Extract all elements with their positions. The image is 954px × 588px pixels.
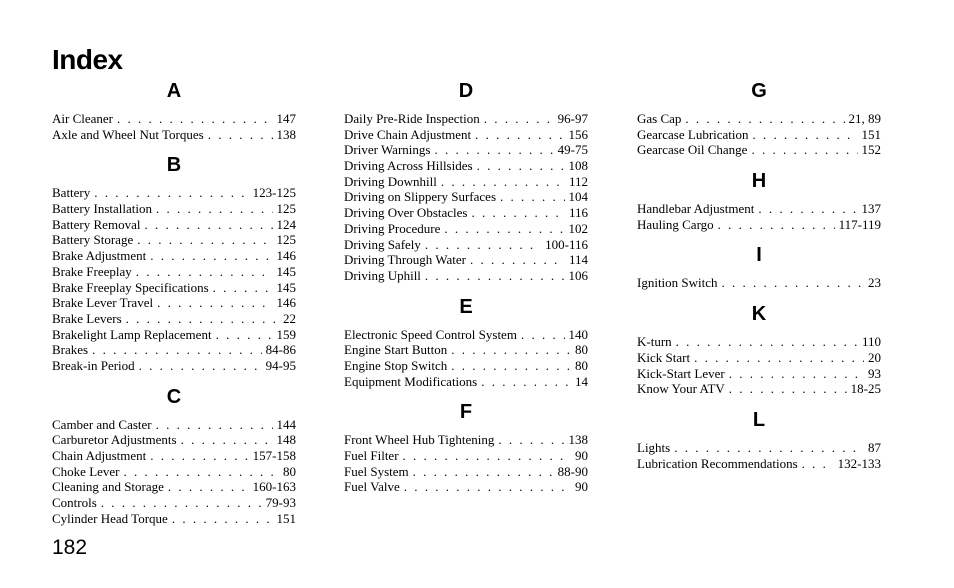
entry-name: Choke Lever: [52, 463, 120, 479]
entry-page: 80: [575, 357, 588, 373]
index-entry: [52, 511, 296, 527]
entry-page: 110: [861, 334, 881, 350]
index-entry: [52, 479, 296, 495]
entry-page: 93: [868, 365, 881, 381]
entry-page: 152: [861, 142, 881, 158]
index-section-c: [52, 384, 296, 527]
index-entry: [52, 448, 296, 464]
section-letter: F: [459, 401, 473, 424]
index-entry: [637, 275, 881, 291]
entry-name: Cleaning and Storage: [52, 479, 164, 495]
index-entry: [52, 217, 296, 233]
entry-page: 146: [276, 248, 296, 264]
dot-leader: [441, 174, 565, 190]
dot-leader: [117, 111, 272, 127]
entry-name: Hauling Cargo: [637, 216, 714, 232]
entry-page: 125: [276, 232, 296, 248]
entry-name: Driving Downhill: [344, 173, 437, 189]
index-section-a: [52, 78, 296, 142]
index-entry: [52, 232, 296, 248]
index-entry: [344, 479, 588, 495]
page-title: Index: [52, 44, 123, 75]
dot-leader: [481, 374, 571, 390]
entry-name: Daily Pre-Ride Inspection: [344, 111, 480, 126]
dot-leader: [144, 217, 272, 233]
entry-page: 94-95: [265, 357, 296, 373]
index-entry: [52, 111, 296, 127]
index-entry: [637, 456, 881, 472]
entry-list: [52, 417, 296, 527]
section-letter: L: [752, 408, 766, 431]
section-letter: G: [751, 80, 767, 102]
entry-page: 156: [568, 126, 588, 142]
dot-leader: [156, 201, 272, 217]
entry-name: Brake Levers: [52, 310, 122, 326]
dot-leader: [718, 217, 835, 233]
index-section-h: [637, 168, 881, 232]
index-entry: [637, 334, 881, 350]
entry-name: Driving Uphill: [344, 267, 421, 283]
entry-name: Handlebar Adjustment: [637, 201, 755, 217]
dot-leader: [126, 311, 279, 327]
entry-page: 151: [861, 126, 881, 142]
dot-leader: [470, 252, 565, 268]
index-entry: [344, 432, 588, 448]
index-entry: [344, 464, 588, 480]
dot-leader: [685, 111, 844, 127]
index-entry: [52, 201, 296, 217]
entry-page: 147: [276, 111, 296, 126]
index-entry: [344, 237, 588, 253]
index-entry: [637, 142, 881, 158]
section-letter: I: [756, 244, 762, 267]
entry-name: Break-in Period: [52, 357, 135, 373]
dot-leader: [172, 511, 273, 527]
dot-leader: [729, 381, 847, 397]
index-entry: [344, 158, 588, 174]
entry-page: 140: [568, 326, 588, 342]
entry-name: Brake Lever Travel: [52, 295, 154, 311]
entry-name: Driving on Slippery Surfaces: [344, 189, 497, 205]
dot-leader: [722, 275, 864, 291]
entry-list: [344, 111, 588, 284]
index-entry: [344, 358, 588, 374]
index-entry: [52, 248, 296, 264]
entry-list: [637, 334, 881, 397]
index-entry: [344, 327, 588, 343]
entry-page: 90: [575, 448, 588, 463]
entry-name: Drive Chain Adjustment: [344, 126, 472, 142]
dot-leader: [216, 327, 273, 343]
entry-page: 124: [276, 216, 296, 232]
index-section-e: [344, 294, 588, 390]
entry-name: Brakelight Lamp Replacement: [52, 326, 212, 342]
entry-page: 146: [276, 295, 296, 311]
entry-page: 79-93: [265, 495, 296, 511]
entry-page: 132-133: [837, 455, 881, 471]
entry-name: Driving Safely: [344, 236, 421, 252]
entry-page: 125: [276, 201, 296, 217]
entry-page: 104: [568, 189, 588, 205]
entry-name: Chain Adjustment: [52, 448, 147, 463]
entry-name: Engine Start Button: [344, 342, 448, 358]
entry-name: Driving Over Obstacles: [344, 205, 468, 221]
index-entry: [52, 295, 296, 311]
section-letter: A: [166, 80, 182, 102]
dot-leader: [498, 432, 564, 448]
entry-page: 80: [283, 463, 296, 479]
entry-name: Fuel System: [344, 463, 409, 479]
dot-leader: [413, 464, 554, 480]
dot-leader: [758, 201, 857, 217]
section-letter: H: [751, 170, 767, 193]
entry-page: 138: [568, 432, 588, 448]
entry-list: [637, 275, 881, 291]
entry-page: 102: [568, 220, 588, 236]
section-letter: E: [459, 295, 473, 318]
entry-page: 112: [568, 173, 588, 189]
entry-page: 23: [868, 275, 881, 291]
index-section-l: [637, 407, 881, 471]
entry-page: 108: [568, 158, 588, 174]
dot-leader: [729, 366, 864, 382]
entry-name: Fuel Valve: [344, 479, 400, 495]
entry-page: 157-158: [252, 448, 296, 463]
index-entry: [344, 268, 588, 284]
index-entry: [52, 185, 296, 201]
dot-leader: [208, 127, 273, 143]
entry-page: 117-119: [838, 216, 881, 232]
entry-page: 137: [861, 201, 881, 217]
index-column-2: [344, 78, 588, 495]
index-section-b: [52, 152, 296, 373]
entry-name: Equipment Modifications: [344, 373, 478, 389]
index-section-k: [637, 301, 881, 397]
index-entry: [52, 358, 296, 374]
entry-name: Brake Freeplay: [52, 263, 132, 279]
entry-name: Brake Adjustment: [52, 248, 147, 264]
index-entry: [52, 327, 296, 343]
entry-name: Engine Stop Switch: [344, 357, 448, 373]
entry-list: [344, 327, 588, 390]
entry-list: [637, 440, 881, 471]
dot-leader: [101, 495, 262, 511]
index-entry: [52, 280, 296, 296]
entry-page: 116: [568, 205, 588, 221]
entry-page: 160-163: [252, 479, 296, 495]
dot-leader: [181, 432, 273, 448]
dot-leader: [521, 327, 565, 343]
dot-leader: [150, 448, 248, 464]
entry-name: Axle and Wheel Nut Torques: [52, 126, 204, 142]
entry-page: 138: [276, 126, 296, 142]
dot-leader: [676, 334, 858, 350]
entry-name: Gearcase Lubrication: [637, 126, 749, 142]
entry-page: 22: [283, 310, 296, 326]
index-column-1: [52, 78, 296, 526]
index-entry: [637, 111, 881, 127]
entry-name: Battery Installation: [52, 201, 153, 217]
index-entry: [637, 127, 881, 143]
index-entry: [344, 142, 588, 158]
entry-name: Electronic Speed Control System: [344, 326, 517, 342]
entry-name: Front Wheel Hub Tightening: [344, 432, 495, 448]
index-entry: [344, 174, 588, 190]
entry-name: Know Your ATV: [637, 381, 725, 397]
dot-leader: [92, 342, 262, 358]
entry-page: 106: [568, 267, 588, 283]
index-section-i: [637, 242, 881, 291]
index-entry: [52, 311, 296, 327]
entry-page: 123-125: [252, 185, 296, 201]
entry-name: Fuel Filter: [344, 448, 399, 463]
dot-leader: [150, 248, 272, 264]
entry-name: Cylinder Head Torque: [52, 510, 168, 526]
entry-name: Battery Removal: [52, 216, 141, 232]
index-entry: [344, 342, 588, 358]
index-entry: [344, 252, 588, 268]
entry-name: Camber and Caster: [52, 416, 152, 432]
dot-leader: [94, 185, 248, 201]
dot-leader: [451, 342, 571, 358]
entry-name: Ignition Switch: [637, 275, 718, 291]
index-entry: [344, 111, 588, 127]
index-entry: [344, 448, 588, 464]
entry-name: Lubrication Recommendations: [637, 455, 798, 471]
index-section-g: [637, 78, 881, 158]
index-entry: [344, 127, 588, 143]
entry-page: 145: [276, 279, 296, 295]
dot-leader: [213, 280, 273, 296]
index-entry: [52, 127, 296, 143]
entry-page: 151: [276, 510, 296, 526]
entry-list: [52, 185, 296, 373]
entry-page: 145: [276, 263, 296, 279]
dot-leader: [139, 358, 262, 374]
entry-list: [344, 432, 588, 495]
entry-name: Kick-Start Lever: [637, 365, 725, 381]
index-entry: [637, 350, 881, 366]
entry-name: Gas Cap: [637, 111, 682, 126]
entry-name: Brakes: [52, 342, 89, 358]
entry-name: Driver Warnings: [344, 142, 431, 158]
dot-leader: [471, 205, 565, 221]
dot-leader: [694, 350, 864, 366]
entry-name: Driving Through Water: [344, 252, 466, 268]
entry-list: [637, 201, 881, 232]
index-entry: [52, 495, 296, 511]
dot-leader: [484, 111, 554, 127]
entry-page: 159: [276, 326, 296, 342]
entry-page: 18-25: [850, 381, 881, 397]
entry-page: 14: [575, 373, 588, 389]
index-entry: [52, 417, 296, 433]
entry-page: 144: [276, 416, 296, 432]
index-column-3: [637, 78, 881, 471]
dot-leader: [425, 237, 541, 253]
entry-page: 20: [868, 349, 881, 365]
index-entry: [344, 205, 588, 221]
index-entry: [52, 432, 296, 448]
dot-leader: [451, 358, 571, 374]
dot-leader: [753, 127, 858, 143]
index-section-d: [344, 78, 588, 284]
dot-leader: [137, 232, 272, 248]
entry-name: K-turn: [637, 334, 672, 350]
dot-leader: [751, 142, 857, 158]
index-entry: [637, 440, 881, 456]
dot-leader: [475, 127, 564, 143]
section-letter: D: [458, 80, 474, 102]
dot-leader: [434, 142, 553, 158]
dot-leader: [156, 417, 273, 433]
entry-page: 80: [575, 342, 588, 358]
section-letter: B: [166, 154, 182, 177]
entry-name: Brake Freeplay Specifications: [52, 279, 209, 295]
entry-page: 21, 89: [848, 111, 881, 126]
entry-name: Driving Procedure: [344, 220, 441, 236]
index-entry: [637, 201, 881, 217]
entry-list: [637, 111, 881, 158]
dot-leader: [802, 456, 834, 472]
dot-leader: [157, 295, 272, 311]
index-entry: [344, 374, 588, 390]
dot-leader: [124, 464, 279, 480]
entry-list: [52, 111, 296, 142]
entry-name: Battery Storage: [52, 232, 134, 248]
page-number: 182: [52, 536, 88, 559]
index-entry: [637, 381, 881, 397]
entry-page: 148: [276, 432, 296, 448]
dot-leader: [674, 440, 864, 456]
dot-leader: [404, 479, 571, 495]
entry-name: Carburetor Adjustments: [52, 432, 177, 448]
entry-page: 100-116: [545, 236, 588, 252]
index-entry: [637, 366, 881, 382]
index-entry: [344, 189, 588, 205]
section-letter: K: [751, 303, 767, 326]
dot-leader: [425, 268, 565, 284]
dot-leader: [500, 189, 564, 205]
dot-leader: [403, 448, 571, 464]
index-entry: [52, 464, 296, 480]
entry-name: Controls: [52, 495, 97, 511]
index-entry: [52, 264, 296, 280]
section-letter: C: [166, 385, 182, 408]
index-entry: [344, 221, 588, 237]
index-entry: [637, 217, 881, 233]
entry-name: Air Cleaner: [52, 111, 114, 126]
entry-page: 88-90: [557, 463, 588, 479]
index-entry: [52, 342, 296, 358]
dot-leader: [444, 221, 564, 237]
dot-leader: [136, 264, 273, 280]
entry-page: 84-86: [265, 342, 296, 358]
entry-name: Lights: [637, 439, 671, 455]
entry-page: 114: [568, 252, 588, 268]
entry-page: 96-97: [557, 111, 588, 126]
dot-leader: [168, 479, 249, 495]
dot-leader: [477, 158, 565, 174]
entry-page: 90: [575, 479, 588, 495]
entry-name: Kick Start: [637, 349, 691, 365]
entry-name: Driving Across Hillsides: [344, 158, 473, 174]
entry-page: 87: [868, 439, 881, 455]
entry-name: Battery: [52, 185, 91, 201]
entry-name: Gearcase Oil Change: [637, 142, 748, 158]
entry-page: 49-75: [557, 142, 588, 158]
index-section-f: [344, 399, 588, 495]
